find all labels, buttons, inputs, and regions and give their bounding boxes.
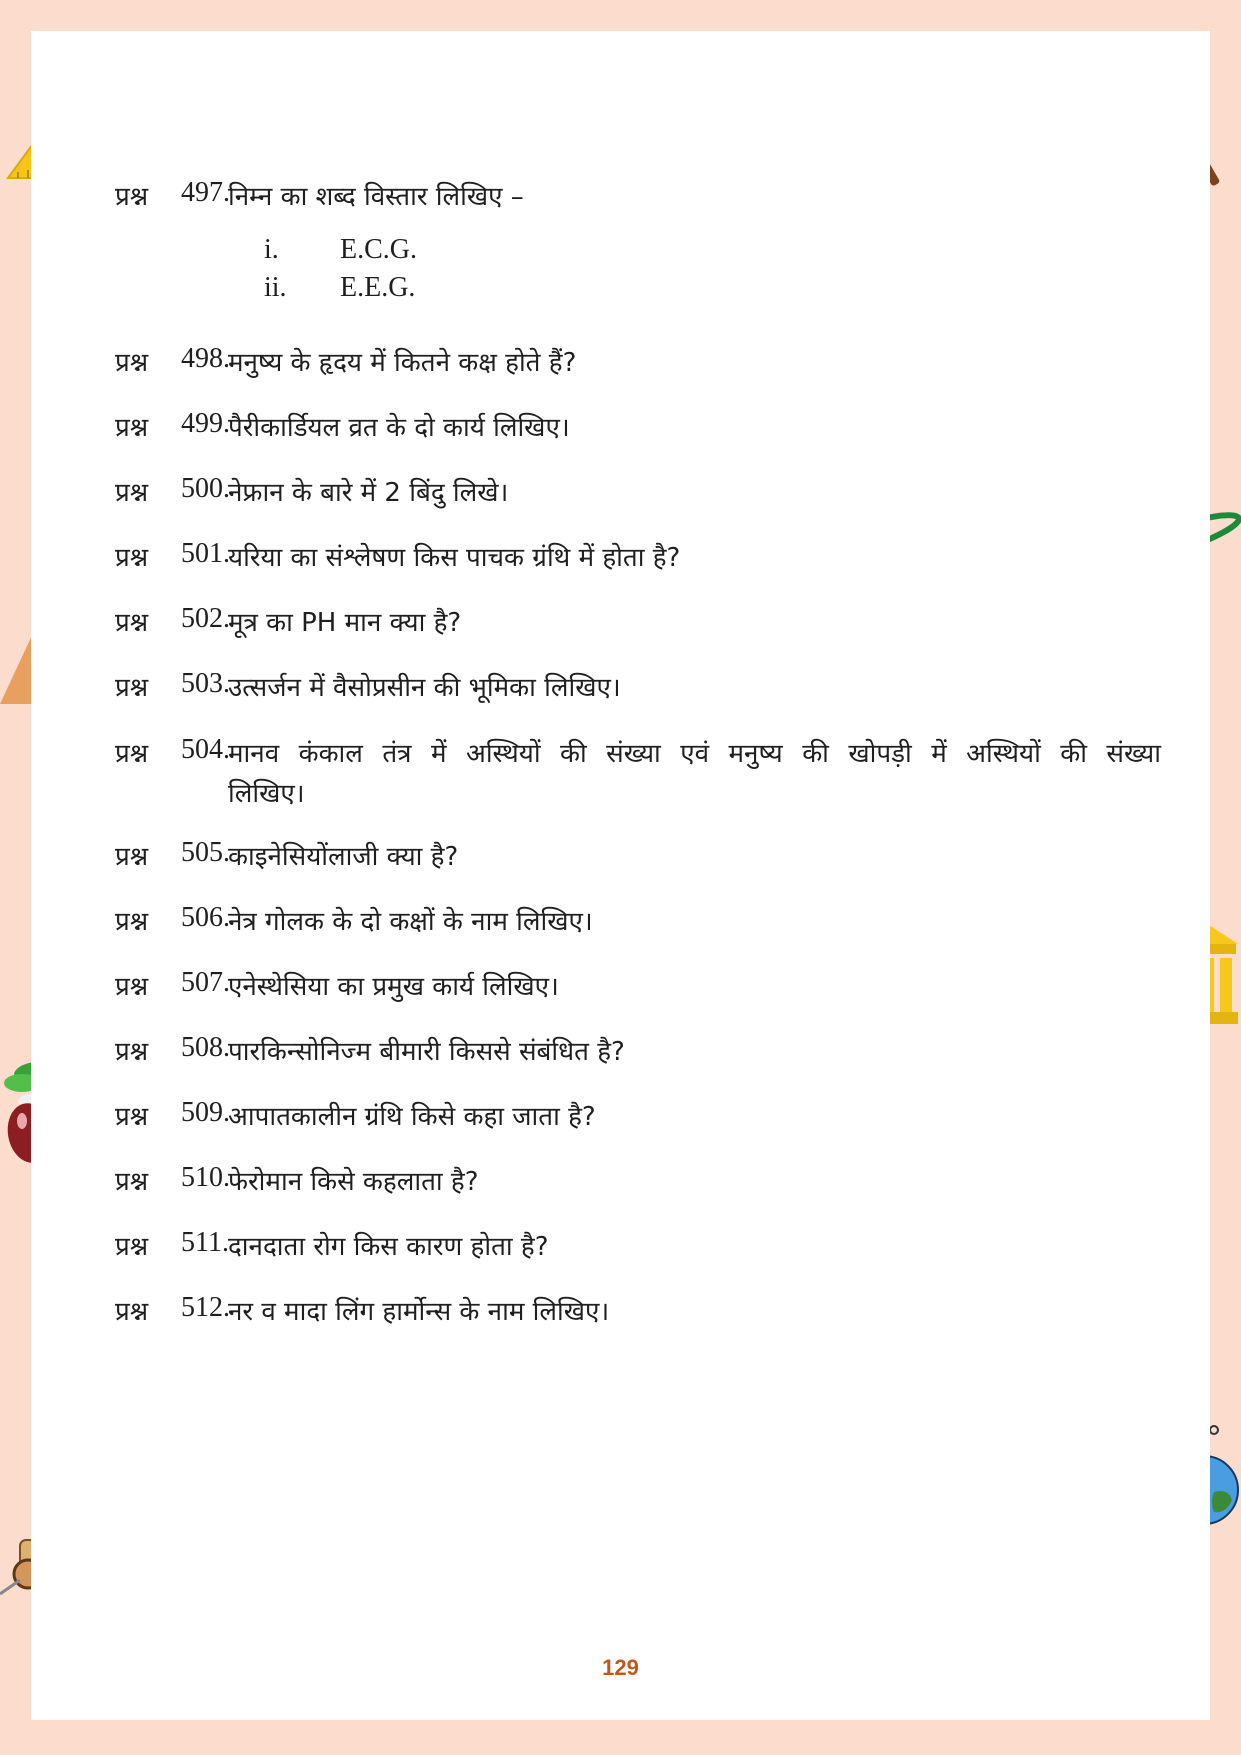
question-label: प्रश्न	[115, 842, 149, 872]
question-label: प्रश्न	[115, 1037, 149, 1067]
question-text: पारकिन्सोनिज्म बीमारी किससे संबंधित है?	[228, 1037, 625, 1067]
question-text: नेत्र गोलक के दो कक्षों के नाम लिखिए।	[228, 907, 593, 937]
question-number: 509.	[181, 1097, 230, 1128]
question-510	[31, 1162, 1210, 1202]
question-text: एनेस्थेसिया का प्रमुख कार्य लिखिए।	[228, 972, 559, 1002]
question-label: प्रश्न	[115, 739, 149, 769]
question-label: प्रश्न	[115, 608, 149, 638]
question-label: प्रश्न	[115, 972, 149, 1002]
question-498	[31, 343, 1210, 383]
question-label: प्रश्न	[115, 1167, 149, 1197]
question-number: 505.	[181, 837, 230, 868]
question-number: 497.	[181, 177, 230, 208]
question-label: प्रश्न	[115, 413, 149, 443]
page-number: 129	[602, 1655, 639, 1680]
question-504	[31, 734, 1210, 814]
question-number: 507.	[181, 967, 230, 998]
question-507	[31, 967, 1210, 1007]
question-512	[31, 1292, 1210, 1332]
question-text: पैरीकार्डियल व्रत के दो कार्य लिखिए।	[228, 413, 570, 443]
question-499	[31, 408, 1210, 448]
question-label: प्रश्न	[115, 1232, 149, 1262]
question-text: दानदाता रोग किस कारण होता है?	[228, 1232, 549, 1262]
question-label: प्रश्न	[115, 673, 149, 703]
question-505	[31, 837, 1210, 877]
question-text: उत्सर्जन में वैसोप्रसीन की भूमिका लिखिए।	[228, 673, 621, 703]
question-509	[31, 1097, 1210, 1137]
question-501	[31, 538, 1210, 578]
question-511	[31, 1227, 1210, 1267]
question-number: 500.	[181, 473, 230, 504]
question-503	[31, 668, 1210, 708]
subitem-roman: ii.	[264, 272, 287, 303]
question-number: 506.	[181, 902, 230, 933]
question-text-continued: लिखिए।	[228, 779, 305, 809]
subitem-roman: i.	[264, 234, 279, 265]
question-text: निम्न का शब्द विस्तार लिखिए –	[228, 182, 524, 212]
question-number: 502.	[181, 603, 230, 634]
question-number: 508.	[181, 1032, 230, 1063]
question-text: नेफ्रान के बारे में 2 बिंदु लिखे।	[228, 478, 509, 508]
question-text: आपातकालीन ग्रंथि किसे कहा जाता है?	[228, 1102, 596, 1132]
question-label: प्रश्न	[115, 907, 149, 937]
question-number: 504.	[181, 734, 230, 765]
question-number: 511.	[181, 1227, 229, 1258]
question-label: प्रश्न	[115, 1102, 149, 1132]
question-497	[31, 177, 1210, 217]
question-number: 503.	[181, 668, 230, 699]
question-number: 499.	[181, 408, 230, 439]
question-number: 510.	[181, 1162, 230, 1193]
question-label: प्रश्न	[115, 182, 149, 212]
question-label: प्रश्न	[115, 348, 149, 378]
question-text: फेरोमान किसे कहलाता है?	[228, 1167, 479, 1197]
question-label: प्रश्न	[115, 1297, 149, 1327]
question-508	[31, 1032, 1210, 1072]
question-text: मानव कंकाल तंत्र में अस्थियों की संख्या एवं मनुष्य की खोपड़ी में अस्थियों की संख्या	[228, 739, 1161, 769]
subitem-text: E.C.G.	[340, 234, 417, 265]
question-text: नर व मादा लिंग हार्मोन्स के नाम लिखिए।	[228, 1297, 610, 1327]
question-label: प्रश्न	[115, 478, 149, 508]
question-502	[31, 603, 1210, 643]
question-text: यरिया का संश्लेषण किस पाचक ग्रंथि में होता है?	[228, 543, 681, 573]
question-number: 501.	[181, 538, 230, 569]
question-text: काइनेसियोंलाजी क्या है?	[228, 842, 459, 872]
question-text: मूत्र का PH मान क्या है?	[228, 608, 462, 638]
page	[31, 31, 1210, 1720]
subitem-text: E.E.G.	[340, 272, 416, 303]
question-number: 498.	[181, 343, 230, 374]
question-number: 512.	[181, 1292, 230, 1323]
question-text: मनुष्य के हृदय में कितने कक्ष होते हैं?	[228, 348, 577, 378]
question-500	[31, 473, 1210, 513]
question-label: प्रश्न	[115, 543, 149, 573]
question-506	[31, 902, 1210, 942]
